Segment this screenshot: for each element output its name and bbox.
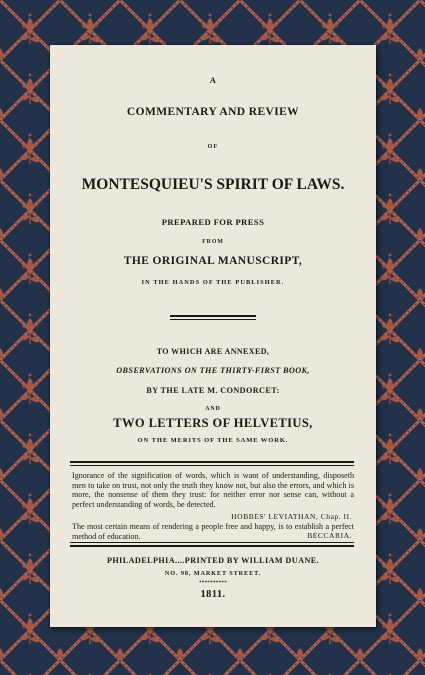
book-title-page [50, 45, 376, 627]
observations-line: OBSERVATIONS ON THE THIRTY-FIRST BOOK, [116, 366, 310, 375]
prepared-for-press: PREPARED FOR PRESS [161, 217, 265, 227]
merits-line: ON THE MERITS OF THE SAME WORK. [137, 437, 289, 444]
helvetius-line: TWO LETTERS OF HELVETIUS, [113, 416, 313, 430]
from-label: FROM [202, 239, 224, 245]
title-rule-thick [170, 315, 256, 317]
condorcet-line: BY THE LATE M. CONDORCET: [146, 386, 280, 395]
epigraph-rule-bottom-thin [70, 542, 354, 543]
and-label: AND [205, 406, 221, 412]
imprint-publisher: PHILADELPHIA....PRINTED BY WILLIAM DUANE. [106, 556, 319, 565]
imprint-address: NO. 98, MARKET STREET. [164, 570, 262, 577]
title-line-commentary: COMMENTARY AND REVIEW [126, 106, 300, 118]
original-manuscript: THE ORIGINAL MANUSCRIPT, [123, 255, 303, 267]
title-article: A [209, 75, 217, 85]
imprint-year: 1811. [200, 589, 226, 600]
hands-of-publisher: IN THE HANDS OF THE PUBLISHER. [141, 279, 285, 286]
epigraph-rule-top-thin [70, 465, 354, 466]
annexed-line: TO WHICH ARE ANNEXED, [156, 347, 270, 356]
title-line-montesquieu: MONTESQUIEU'S SPIRIT OF LAWS. [81, 176, 345, 193]
title-rule-thin [170, 319, 256, 320]
epigraph-rule-top [70, 461, 354, 463]
epigraph-rule-bottom [70, 545, 354, 547]
title-of: OF [207, 144, 219, 150]
beccaria-attribution: BECCARIA. [307, 531, 352, 540]
imprint-ornament: ********** [199, 581, 227, 586]
hobbes-attribution: HOBBES' LEVIATHAN, Chap. II. [231, 512, 352, 521]
hobbes-epigraph: Ignorance of the signification of words, which is want of understanding, disposeth men to take on trust, not only the truth they know not, but also the errors, and which is more, the nonsense of them they trust: for neither error nor sense can, without a perfect understanding of words, be detected. [72, 471, 354, 509]
beccaria-epigraph: The most certain means of rendering a people free and happy, is to establish a perfect method of education. [72, 522, 354, 541]
